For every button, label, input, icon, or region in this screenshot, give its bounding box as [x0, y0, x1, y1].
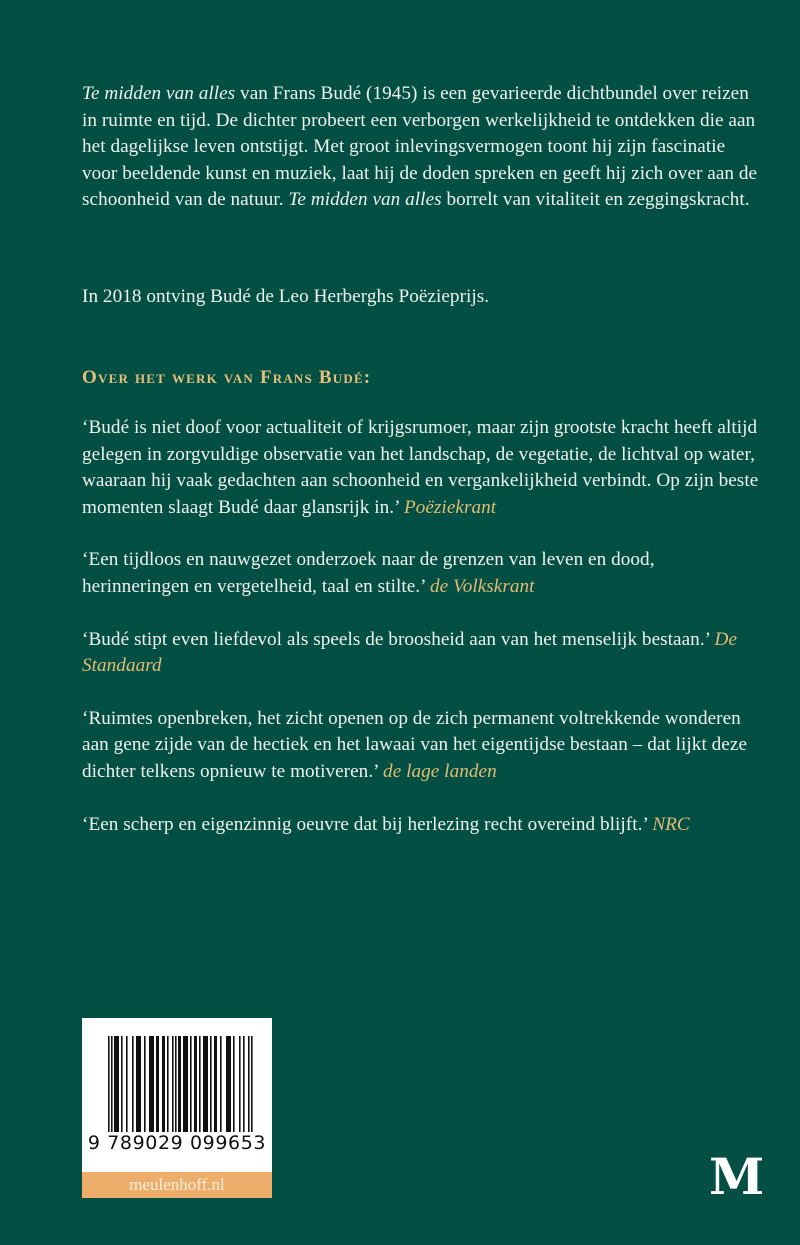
book-title: Te midden van alles — [82, 83, 236, 104]
isbn-number: 9 789029 099653 — [87, 1132, 267, 1154]
book-title-repeat: Te midden van alles — [288, 189, 442, 211]
blurb-text-1: van Frans Budé (1945) is een gevarieerde dichtbundel over reizen in ruimte en tijd. De dichter probeert een verborgen werkelijkheid te ontdekken die aan het dagelijkse leven ontstijgt. Met groot inlevingsvermogen toont hij zijn fascinatie voor beeldende kunst en muziek, laat hij de doden spreken en geeft hij zich over aan de schoonheid van de natuur. — [82, 83, 758, 211]
book-blurb — [82, 81, 762, 214]
reviews-heading: Over het werk van Frans Budé: — [82, 367, 372, 388]
blurb-text-2: borrelt van vitaliteit en zeggingskracht. — [441, 189, 750, 211]
publisher-url[interactable]: meulenhoff.nl — [82, 1172, 272, 1198]
review-quote — [82, 547, 762, 600]
quote-source: de Volkskrant — [430, 575, 535, 597]
back-cover-text — [82, 81, 762, 835]
quote-source: De Standaard — [82, 628, 738, 677]
publisher-logo: M — [709, 1147, 765, 1206]
quote-text: ‘Ruimtes openbreken, het zicht openen op de zich permanent voltrekkende wonderen aan gene zijde van de hectiek en het lawaai van het eigentijdse bestaan – dat lijkt deze dichter telkens opnieuw te motiveren.’ — [82, 707, 748, 782]
quote-text: ‘Budé stipt even liefdevol als speels de broosheid aan van het menselijk bestaan.’ — [82, 628, 715, 650]
quote-source: Poëziekrant — [403, 496, 497, 518]
review-quote — [82, 415, 762, 521]
quote-source: NRC — [652, 813, 690, 835]
review-quote — [82, 627, 762, 680]
quote-text: ‘Een scherp en eigenzinnig oeuvre dat bij herlezing recht overeind blijft.’ — [82, 813, 653, 835]
review-quote — [82, 706, 762, 786]
isbn-barcode — [82, 1018, 272, 1198]
review-quote — [82, 812, 762, 839]
quote-text: ‘Budé is niet doof voor actualiteit of krijgsrumoer, maar zijn grootste kracht heeft altijd gelegen in zorgvuldige observatie van het landschap, de vegetatie, de lichtval op water, waaraan hij vaak gedachten aan schoonheid en vergankelijkheid verbindt. Op zijn beste momenten slaagt Budé daar glansrijk in.’ — [82, 417, 759, 518]
review-quotes — [82, 415, 762, 864]
quote-text: ‘Een tijdloos en nauwgezet onderzoek naar de grenzen van leven en dood, herinneringen en vergetelheid, taal en stilte.’ — [82, 549, 655, 597]
award-line: In 2018 ontving Budé de Leo Herberghs Poëzieprijs. — [82, 286, 490, 307]
quote-source: de lage landen — [383, 760, 497, 782]
